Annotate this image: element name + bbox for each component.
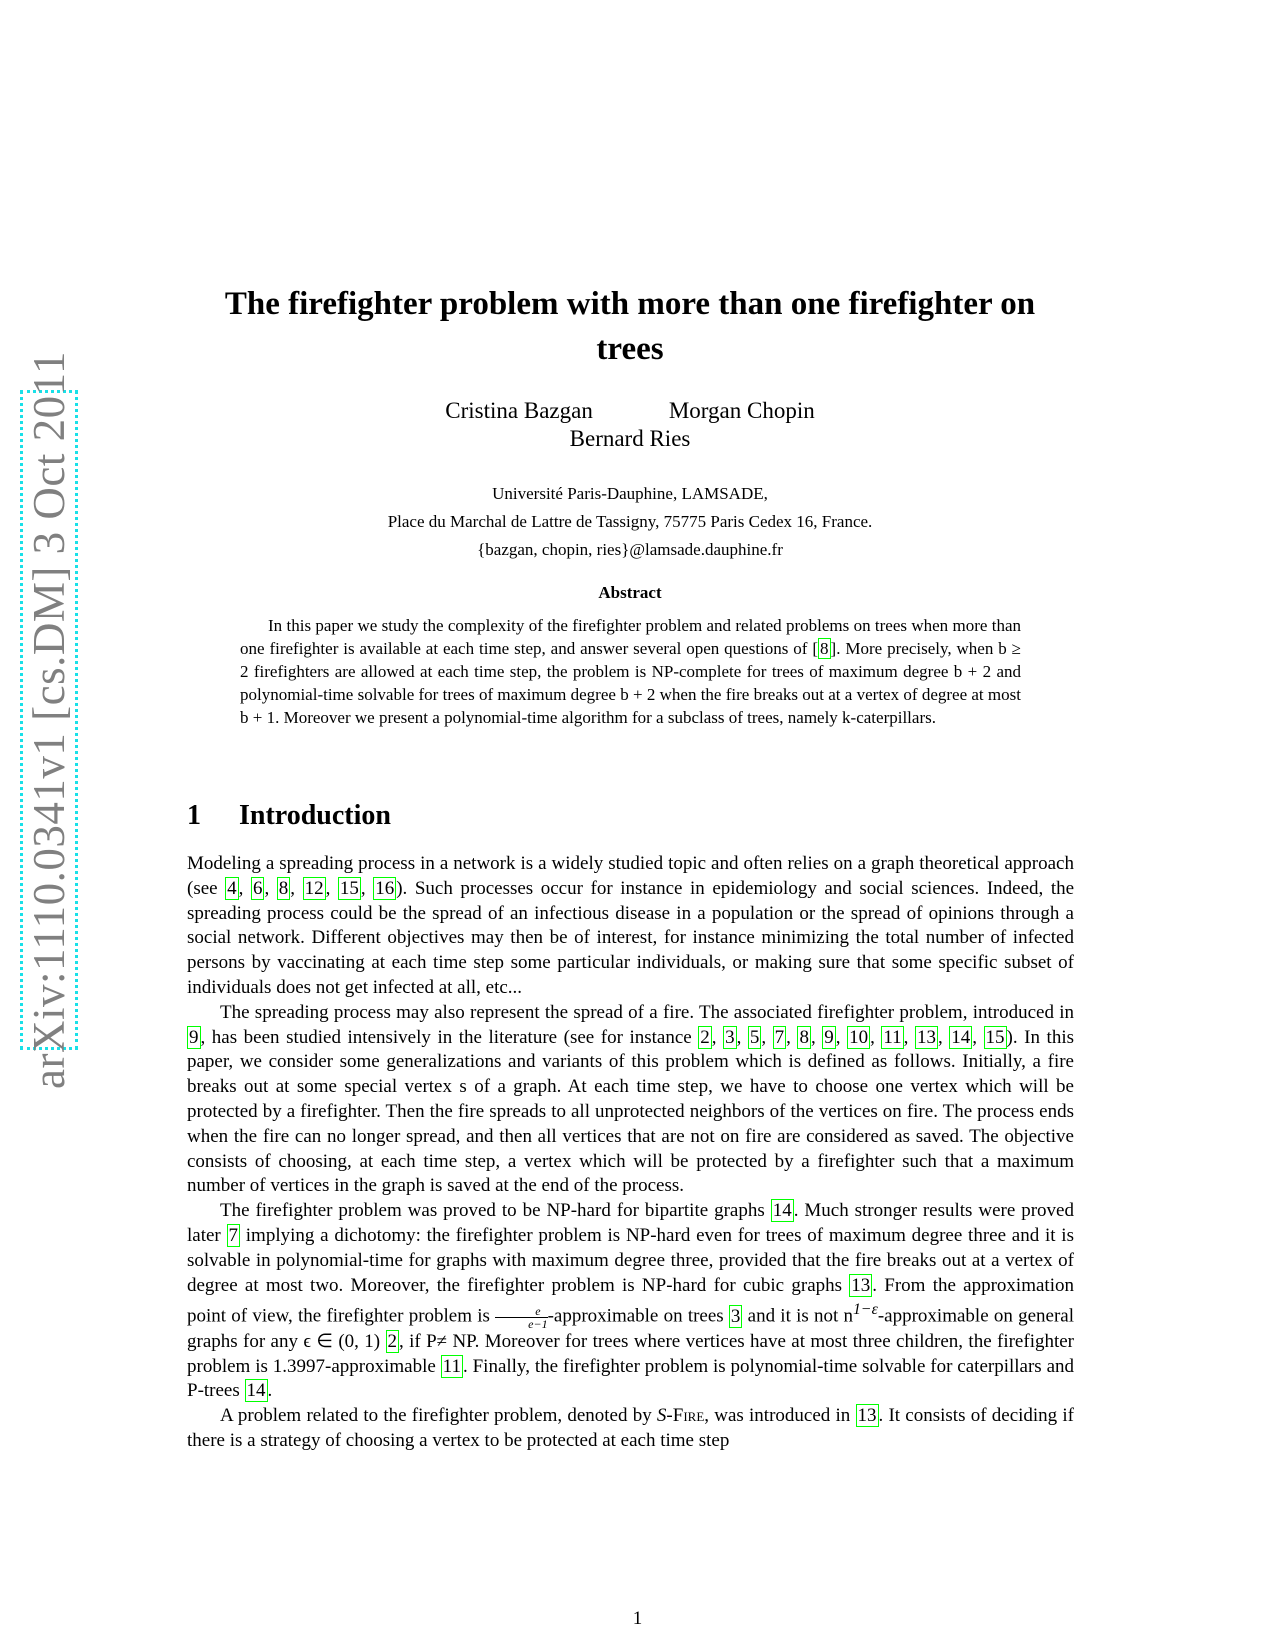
affiliation-address: Place du Marchal de Lattre de Tassigny, 75775 Paris Cedex 16, France. [387,512,873,531]
paragraph [187,1199,1074,1404]
paragraph-text: -approximable on general graphs for any ϵ ∈ (0, 1) [187,1305,1074,1352]
abstract-heading: Abstract [598,583,662,602]
fraction-denominator: e−1 [528,1316,548,1331]
author-name: Bernard Ries [569,426,691,451]
citation-link[interactable]: 7 [228,1224,239,1246]
citation-link[interactable]: 4 [227,877,237,899]
citation-link[interactable]: 14 [246,1380,266,1402]
citation-link[interactable]: 5 [749,1026,760,1048]
paragraph-text: . It consists of deciding if there is a strategy of choosing a vertex to be protected at each time step [187,1405,1075,1451]
author-name: Morgan Chopin [668,398,815,423]
paper-title: The firefighter problem with more than one firefighter on trees [224,286,1036,367]
paragraph-text: . Much stronger results were proved later [187,1200,1074,1246]
paragraph-text: implying a dichotomy: the firefighter problem is NP-hard even for trees of maximum degree three and it is solvable in polynomial-time for graphs with maximum degree three, provided that the fire breaks out at a vertex of degree at most two. Moreover, the firefighter problem is NP-hard for cubic graphs [187,1224,1074,1296]
citation-link[interactable]: 15 [339,877,359,899]
math-superscript: 1−ε [853,1301,878,1319]
introduction-body [187,852,1074,1454]
affiliation [190,480,1070,564]
author-list [190,397,1070,453]
paragraph-text: -approximable on trees [547,1305,729,1327]
citation-link[interactable]: 3 [725,1026,735,1048]
fraction-numerator: e [495,1305,547,1318]
section-number: 1 [187,800,201,831]
paragraph: The spreading process may also represent the spread of a fire. The associated firefighter problem, introduced in 9 , has been studied intensively in the literature (see for instance 2 , 3 , 5 , 7 , 8 , 9 , 10 , 11 , 13 , 14 , 15 ). In this paper, we consider some generalizations and variants of this problem which is defined as follows. Initially, a fire breaks out at some special vertex s of a graph. At each time step, we have to choose one vertex which will be protected by a firefighter. Then the fire spreads to all unprotected neighbors of the vertices on fire. The process ends when the fire can no longer spread, and then all vertices that are not on fire are considered as saved. The objective consists of choosing, at each time step, a vertex which will be protected by a firefighter such that a maximum number of vertices in the graph is saved at the end of the process. [187,1001,1074,1197]
citation-link[interactable]: 13 [916,1026,936,1048]
citation-link[interactable]: 10 [849,1026,869,1048]
arxiv-identifier-text: arXiv:1110.0341v1 [cs.DM] 3 Oct 2011 [24,351,74,1089]
abstract-text: . More precisely, when b ≥ 2 firefighters are allowed at each time step, the problem is NP-complete for trees of maximum degree b + 2 and polynomial-time solvable for trees of maximum degree b + 2 when the fire breaks out at a vertex of degree at most b + 1. Moreover we present a polynomial-time algorithm for a subclass of trees, namely k-caterpillars. [240,639,1021,727]
paragraph-text: ). Such processes occur for instance in epidemiology and social sciences. Indeed, the spreading process could be the spread of an infectious disease in a population or the spread of opinions through a social network. Different objectives may then be of interest, for instance minimizing the total number of infected persons by vaccinating at each time step some particular individuals, or making sure that some specific subset of individuals does not get infected at all, etc... [187,877,1075,998]
citation-link[interactable]: 2 [387,1330,397,1352]
math-symbol: S [656,1405,667,1427]
citation-link[interactable]: 13 [851,1274,871,1296]
citation-link[interactable]: 16 [375,877,395,899]
abstract-body: In this paper we study the complexity of the firefighter problem and related problems on trees when more than one firefighter is available at each time step, and answer several open questions of [ 8 ]. More precisely, when b ≥ 2 firefighters are allowed at each time step, the problem is NP-complete for trees of maximum degree b + 2 and polynomial-time solvable for trees of maximum degree b + 2 when the fire breaks out at a vertex of degree at most b + 1. Moreover we present a polynomial-time algorithm for a subclass of trees, namely k-caterpillars. [240,616,1021,727]
paragraph-text: . [267,1380,273,1402]
paragraph: Modeling a spreading process in a network is a widely studied topic and often relies on a graph theoretical approach (see 4 , 6 , 8 , 12 , 15 , 16 ). Such processes occur for instance in epidemiology and social sciences. Indeed, the spreading process could be the spread of an infectious disease in a population or the spread of opinions through a social network. Different objectives may then be of interest, for instance minimizing the total number of infected persons by vaccinating at each time step some particular individuals, or making sure that some specific subset of individuals does not get infected at all, etc... [187,853,1075,998]
paragraph-text: Modeling a spreading process in a network is a widely studied topic and often relies on a graph theoretical approach (see [187,853,1074,899]
citation-link[interactable]: 6 [252,877,263,899]
citation-link[interactable]: 14 [951,1026,971,1048]
affiliation-institution: Université Paris-Dauphine, LAMSADE, [492,484,768,503]
paragraph-text: , was introduced in [704,1405,856,1427]
citation-link[interactable]: 8 [820,639,829,658]
citation-link[interactable]: 11 [883,1026,902,1048]
citation-link[interactable]: 2 [700,1026,710,1048]
page-number: 1 [632,1608,643,1629]
section-title: Introduction [239,800,391,831]
citation-link[interactable]: 7 [774,1026,785,1048]
paragraph-text: , if P≠ NP. Moreover for trees where vertices have at most three children, the firefighter problem is 1.3997-approximable [187,1330,1075,1377]
citation-link[interactable]: 8 [278,877,289,899]
paragraph-text: , has been studied intensively in the literature (see for instance [200,1026,699,1048]
section-heading-introduction [187,800,391,832]
paragraph-text: and it is not n [742,1305,853,1327]
problem-name: -Fire [666,1405,705,1427]
citation-link[interactable]: 9 [189,1026,199,1048]
paragraph-text: The firefighter problem was proved to be NP-hard for bipartite graphs [220,1200,771,1222]
citation-link[interactable]: 14 [772,1200,792,1222]
citation-link[interactable]: 9 [824,1026,834,1048]
paragraph-text: A problem related to the firefighter problem, denoted by [220,1405,657,1427]
citation-link[interactable]: 15 [985,1026,1005,1048]
paragraph-text: . Finally, the firefighter problem is polynomial-time solvable for caterpillars and P-trees [187,1355,1075,1402]
abstract-text: In this paper we study the complexity of the firefighter problem and related problems on trees when more than one firefighter is available at each time step, and answer several open questions of [240,616,1021,658]
citation-link[interactable]: 11 [442,1355,461,1377]
author-name: Cristina Bazgan [445,398,593,423]
citation-link[interactable]: 8 [799,1026,809,1048]
paragraph-text: ). In this paper, we consider some generalizations and variants of this problem which is defined as follows. Initially, a fire breaks out at some special vertex s of a graph. At each time step, we have to choose one vertex which will be protected by a firefighter. Then the fire spreads to all unprotected neighbors of the vertices on fire. The process ends when the fire can no longer spread, and then all vertices that are not on fire are considered as saved. The objective consists of choosing, at each time step, a vertex which will be protected by a firefighter such that a maximum number of vertices in the graph is saved at the end of the process. [187,1026,1074,1197]
paragraph-text: . From the approximation point of view, the firefighter problem is [187,1274,1074,1327]
paragraph-text: The spreading process may also represent the spread of a fire. The associated firefighter problem, introduced in [220,1001,1074,1023]
citation-link[interactable]: 3 [730,1305,741,1327]
math-fraction [495,1305,547,1330]
arxiv-identifier-stamp[interactable] [20,351,78,1089]
paragraph [187,1404,1074,1454]
affiliation-emails: {bazgan, chopin, ries}@lamsade.dauphine.fr [477,540,783,559]
citation-link[interactable]: 12 [304,877,324,899]
citation-link[interactable]: 13 [857,1405,877,1427]
